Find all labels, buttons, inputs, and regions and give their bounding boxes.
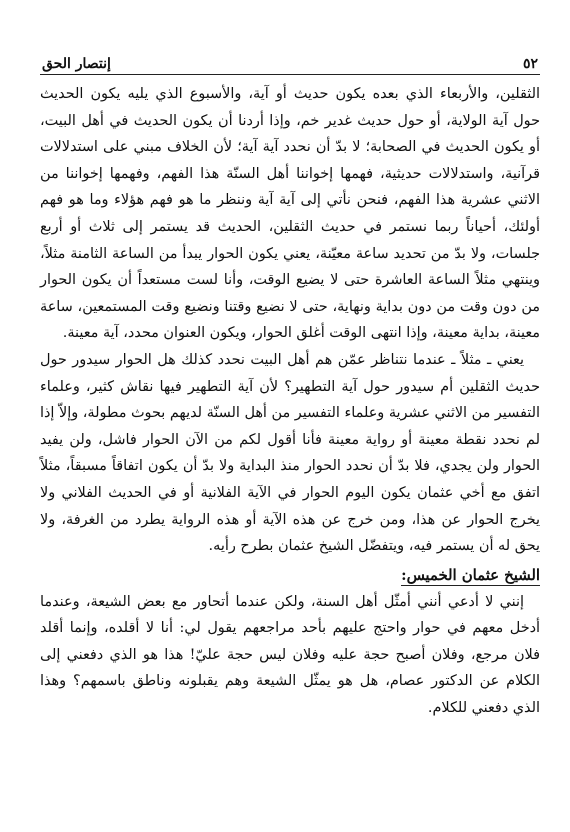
paragraph: إنني لا أدعي أنني أمثّل أهل السنة، ولكن عندما أتحاور مع بعض الشيعة، وعندما أدخل معهم في حوار واحتج عليهم بأحد مراجعهم يقول لي: أنا لا أقلده، وإنما أقلد فلان مرجع، وفلان أصبح حجة عليه وفلان ليس حجة عليّ! هذا هو الذي دفعني إلى الكلام عن الدكتور عصام، هل هو يمثّل الشيعة وهم يقبلونه وناطق باسمهم؟ وهذا الذي دفعني للكلام. [40,593,540,717]
book-page [40,48,540,722]
running-title: إنتصار الحق [42,56,111,72]
speaker-name: الشيخ عثمان الخميس: [401,566,540,584]
page-number: ٥٢ [522,56,538,72]
page-body [40,81,540,722]
paragraph: يعني ـ مثلاً ـ عندما نتناظر عمّن هم أهل البيت نحدد كذلك هل الحوار سيدور حول حديث الثقلين أم سيدور حول آية التطهير؟ لأن آية التطهير فيها نقاش كثير، وعلماء التفسير من الاثني عشرية وعلماء التفسير من أهل السنّة لديهم بحوث مطولة، وإلاّ إذا لم نحدد نقطة معينة أو رواية معينة فأنا أقول لكم من الآن الحوار فاشل، ولن يفيد الحوار ولن يجدي، فلا بدّ أن نحدد الحوار منذ البداية ولا بدّ أن يكون اتفاقاً مسبقاً، مثلاً اتفق مع أخي عثمان يكون اليوم الحوار في الآية الفلانية أو في الحديث الفلاني ولا يخرج الحوار عن هذا، ومن خرج عن هذه الآية أو هذه الرواية يطرد من الغرفة، ولا يحق له أن يستمر فيه، ويتفضّل الشيخ عثمان بطرح رأيه. [40,351,540,555]
paragraph: الثقلين، والأربعاء الذي بعده يكون حديث أو آية، والأسبوع الذي يليه يكون الحديث حول آية الولاية، أو حول حديث غدير خم، وإذا أردنا أن يكون الحديث في أهل البيت، أو يكون الحديث في الصحابة؛ لا بدّ أن نحدد آية آية؛ لأن الخلاف مبني على استدلالات قرآنية، واستدلالات حديثية، فهمها إخواننا أهل السنّة هذا الفهم، وفهمها إخواننا من الاثني عشرية هذا الفهم، فنحن نأتي إلى آية آية وننظر ما هو فهم هؤلاء وما هو فهم أولئك، أحياناً ربما نستمر في حديث الثقلين، الحديث قد يستمر إلى ثلاث أو أربع جلسات، ولا بدّ من تحديد ساعة معيّنة، يعني يكون الحوار يبدأ من الساعة الثامنة مثلاً، وينتهي مثلاً الساعة العاشرة حتى لا يضيع الوقت، وأنا لست مستعداً أن يكون الحوار من دون وقت من دون بداية ونهاية، حتى لا نضيع وقتنا ونضيع وقت المستمعين، ساعة معينة، بداية معينة، وإذا انتهى الوقت أغلق الحوار، ويكون العنوان محدد، آية معينة. [40,86,540,342]
page-header [40,48,540,75]
section-heading [40,562,540,589]
